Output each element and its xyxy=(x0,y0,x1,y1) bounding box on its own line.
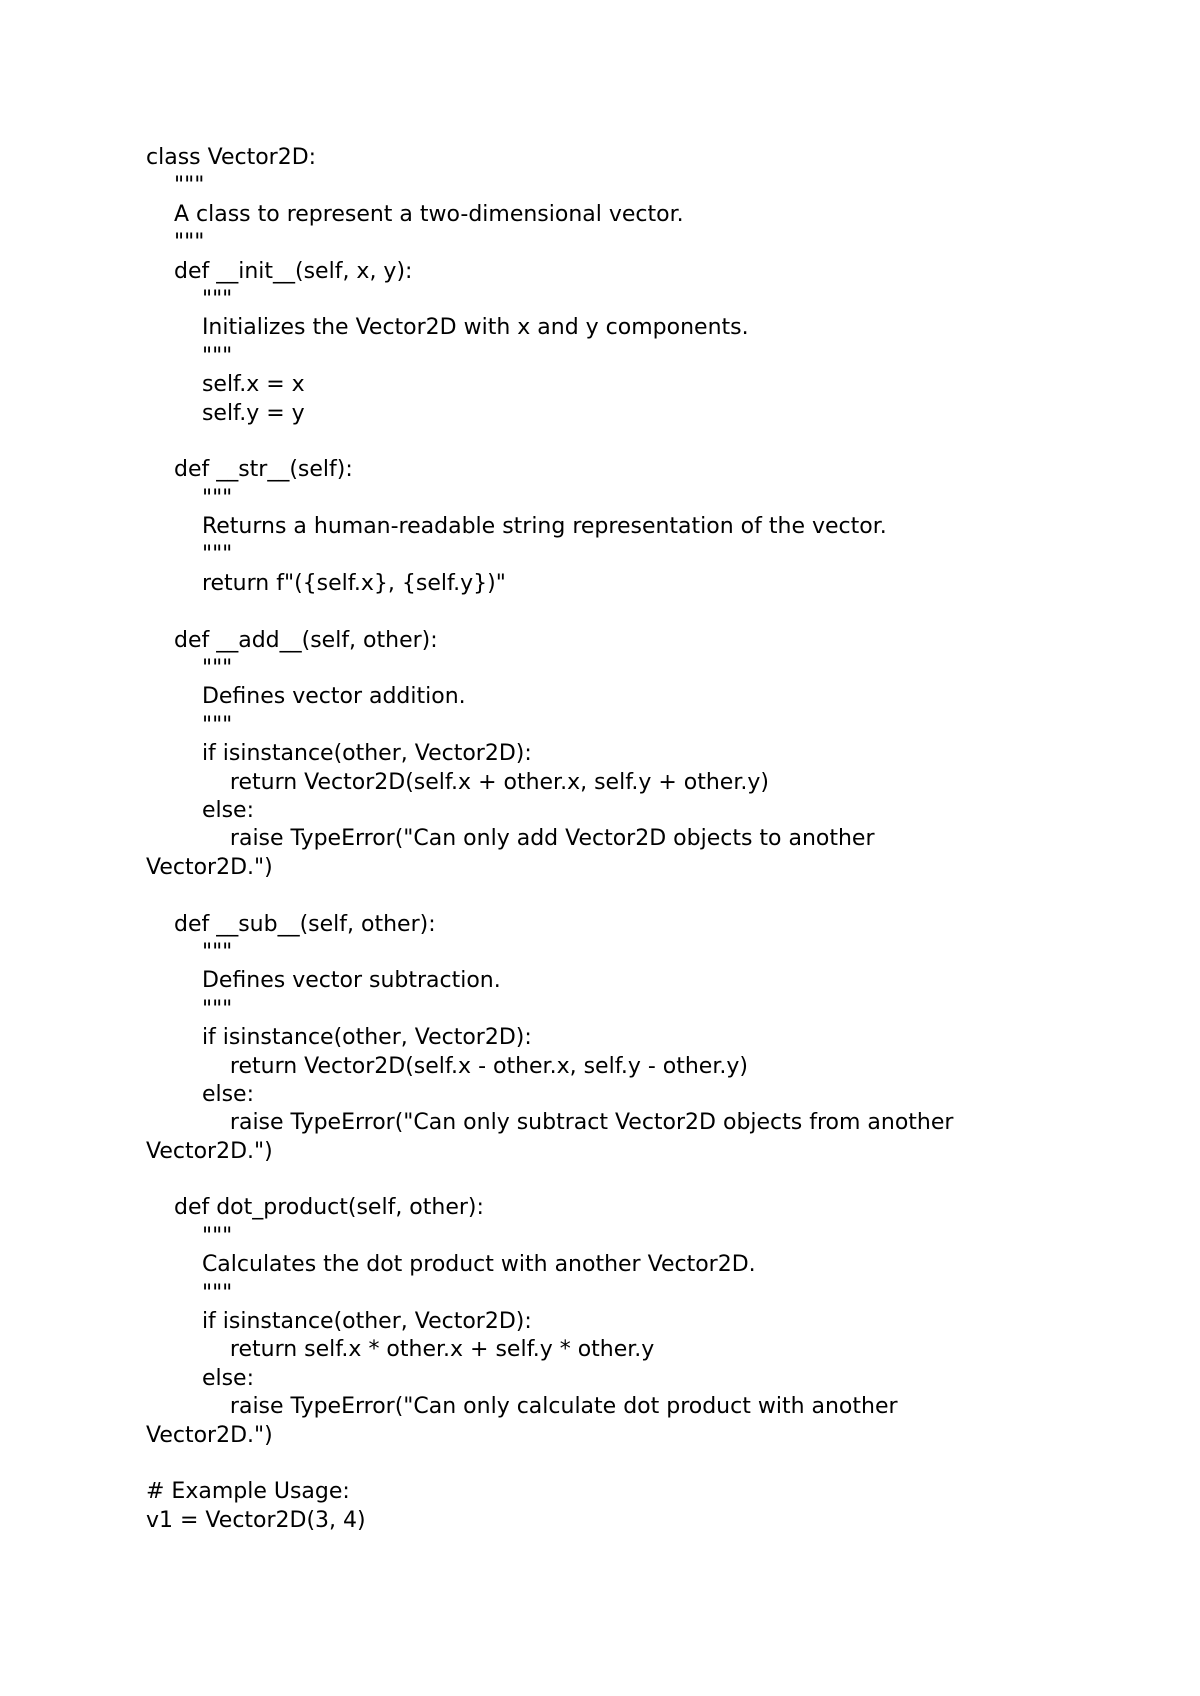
code-line: else: xyxy=(146,1081,255,1107)
code-line: Vector2D.") xyxy=(146,1422,273,1448)
code-line: def __init__(self, x, y): xyxy=(146,258,413,284)
blank-line xyxy=(146,1450,1086,1478)
code-line: # Example Usage: xyxy=(146,1479,350,1505)
code-line: if isinstance(other, Vector2D): xyxy=(146,741,532,767)
code-line: return Vector2D(self.x + other.x, self.y + other.y) xyxy=(146,769,769,795)
code-line: def __sub__(self, other): xyxy=(146,911,436,937)
code-line: v1 = Vector2D(3, 4) xyxy=(146,1507,366,1533)
code-line: Initializes the Vector2D with x and y components. xyxy=(146,315,749,341)
code-line: if isinstance(other, Vector2D): xyxy=(146,1025,532,1051)
blank-line xyxy=(146,598,1086,626)
code-line: Vector2D.") xyxy=(146,854,273,880)
code-line: """ xyxy=(146,542,233,568)
code-line: """ xyxy=(146,343,233,369)
code-line: return self.x * other.x + self.y * other.y xyxy=(146,1337,655,1363)
code-line: raise TypeError("Can only subtract Vector2D objects from another xyxy=(146,1110,954,1136)
code-block xyxy=(146,144,1086,1535)
code-line: raise TypeError("Can only add Vector2D objects to another xyxy=(146,826,875,852)
code-line: """ xyxy=(146,712,233,738)
code-line: """ xyxy=(146,286,233,312)
code-line: Returns a human-readable string representation of the vector. xyxy=(146,514,887,540)
code-line: if isinstance(other, Vector2D): xyxy=(146,1309,532,1335)
code-line: Defines vector subtraction. xyxy=(146,968,501,994)
code-line: else: xyxy=(146,797,255,823)
blank-line xyxy=(146,882,1086,910)
code-line: def dot_product(self, other): xyxy=(146,1195,484,1221)
code-line: def __str__(self): xyxy=(146,457,353,483)
code-line: return f"({self.x}, {self.y})" xyxy=(146,570,506,596)
code-line: """ xyxy=(146,485,233,511)
code-line: else: xyxy=(146,1365,255,1391)
code-line: """ xyxy=(146,230,205,256)
code-line: A class to represent a two-dimensional vector. xyxy=(146,201,684,227)
code-line: """ xyxy=(146,173,205,199)
code-line: raise TypeError("Can only calculate dot product with another xyxy=(146,1394,898,1420)
code-line: class Vector2D: xyxy=(146,145,317,170)
blank-line xyxy=(146,428,1086,456)
code-line: """ xyxy=(146,939,233,965)
code-line: def __add__(self, other): xyxy=(146,627,438,653)
code-line: return Vector2D(self.x - other.x, self.y - other.y) xyxy=(146,1053,748,1079)
code-line: """ xyxy=(146,996,233,1022)
code-line: """ xyxy=(146,1223,233,1249)
code-line: """ xyxy=(146,1280,233,1306)
blank-line xyxy=(146,1166,1086,1194)
code-line: self.x = x xyxy=(146,372,305,398)
code-line: """ xyxy=(146,656,233,682)
code-line: Calculates the dot product with another Vector2D. xyxy=(146,1252,756,1278)
code-line: Defines vector addition. xyxy=(146,684,466,710)
code-line: Vector2D.") xyxy=(146,1138,273,1164)
code-line: self.y = y xyxy=(146,400,305,426)
